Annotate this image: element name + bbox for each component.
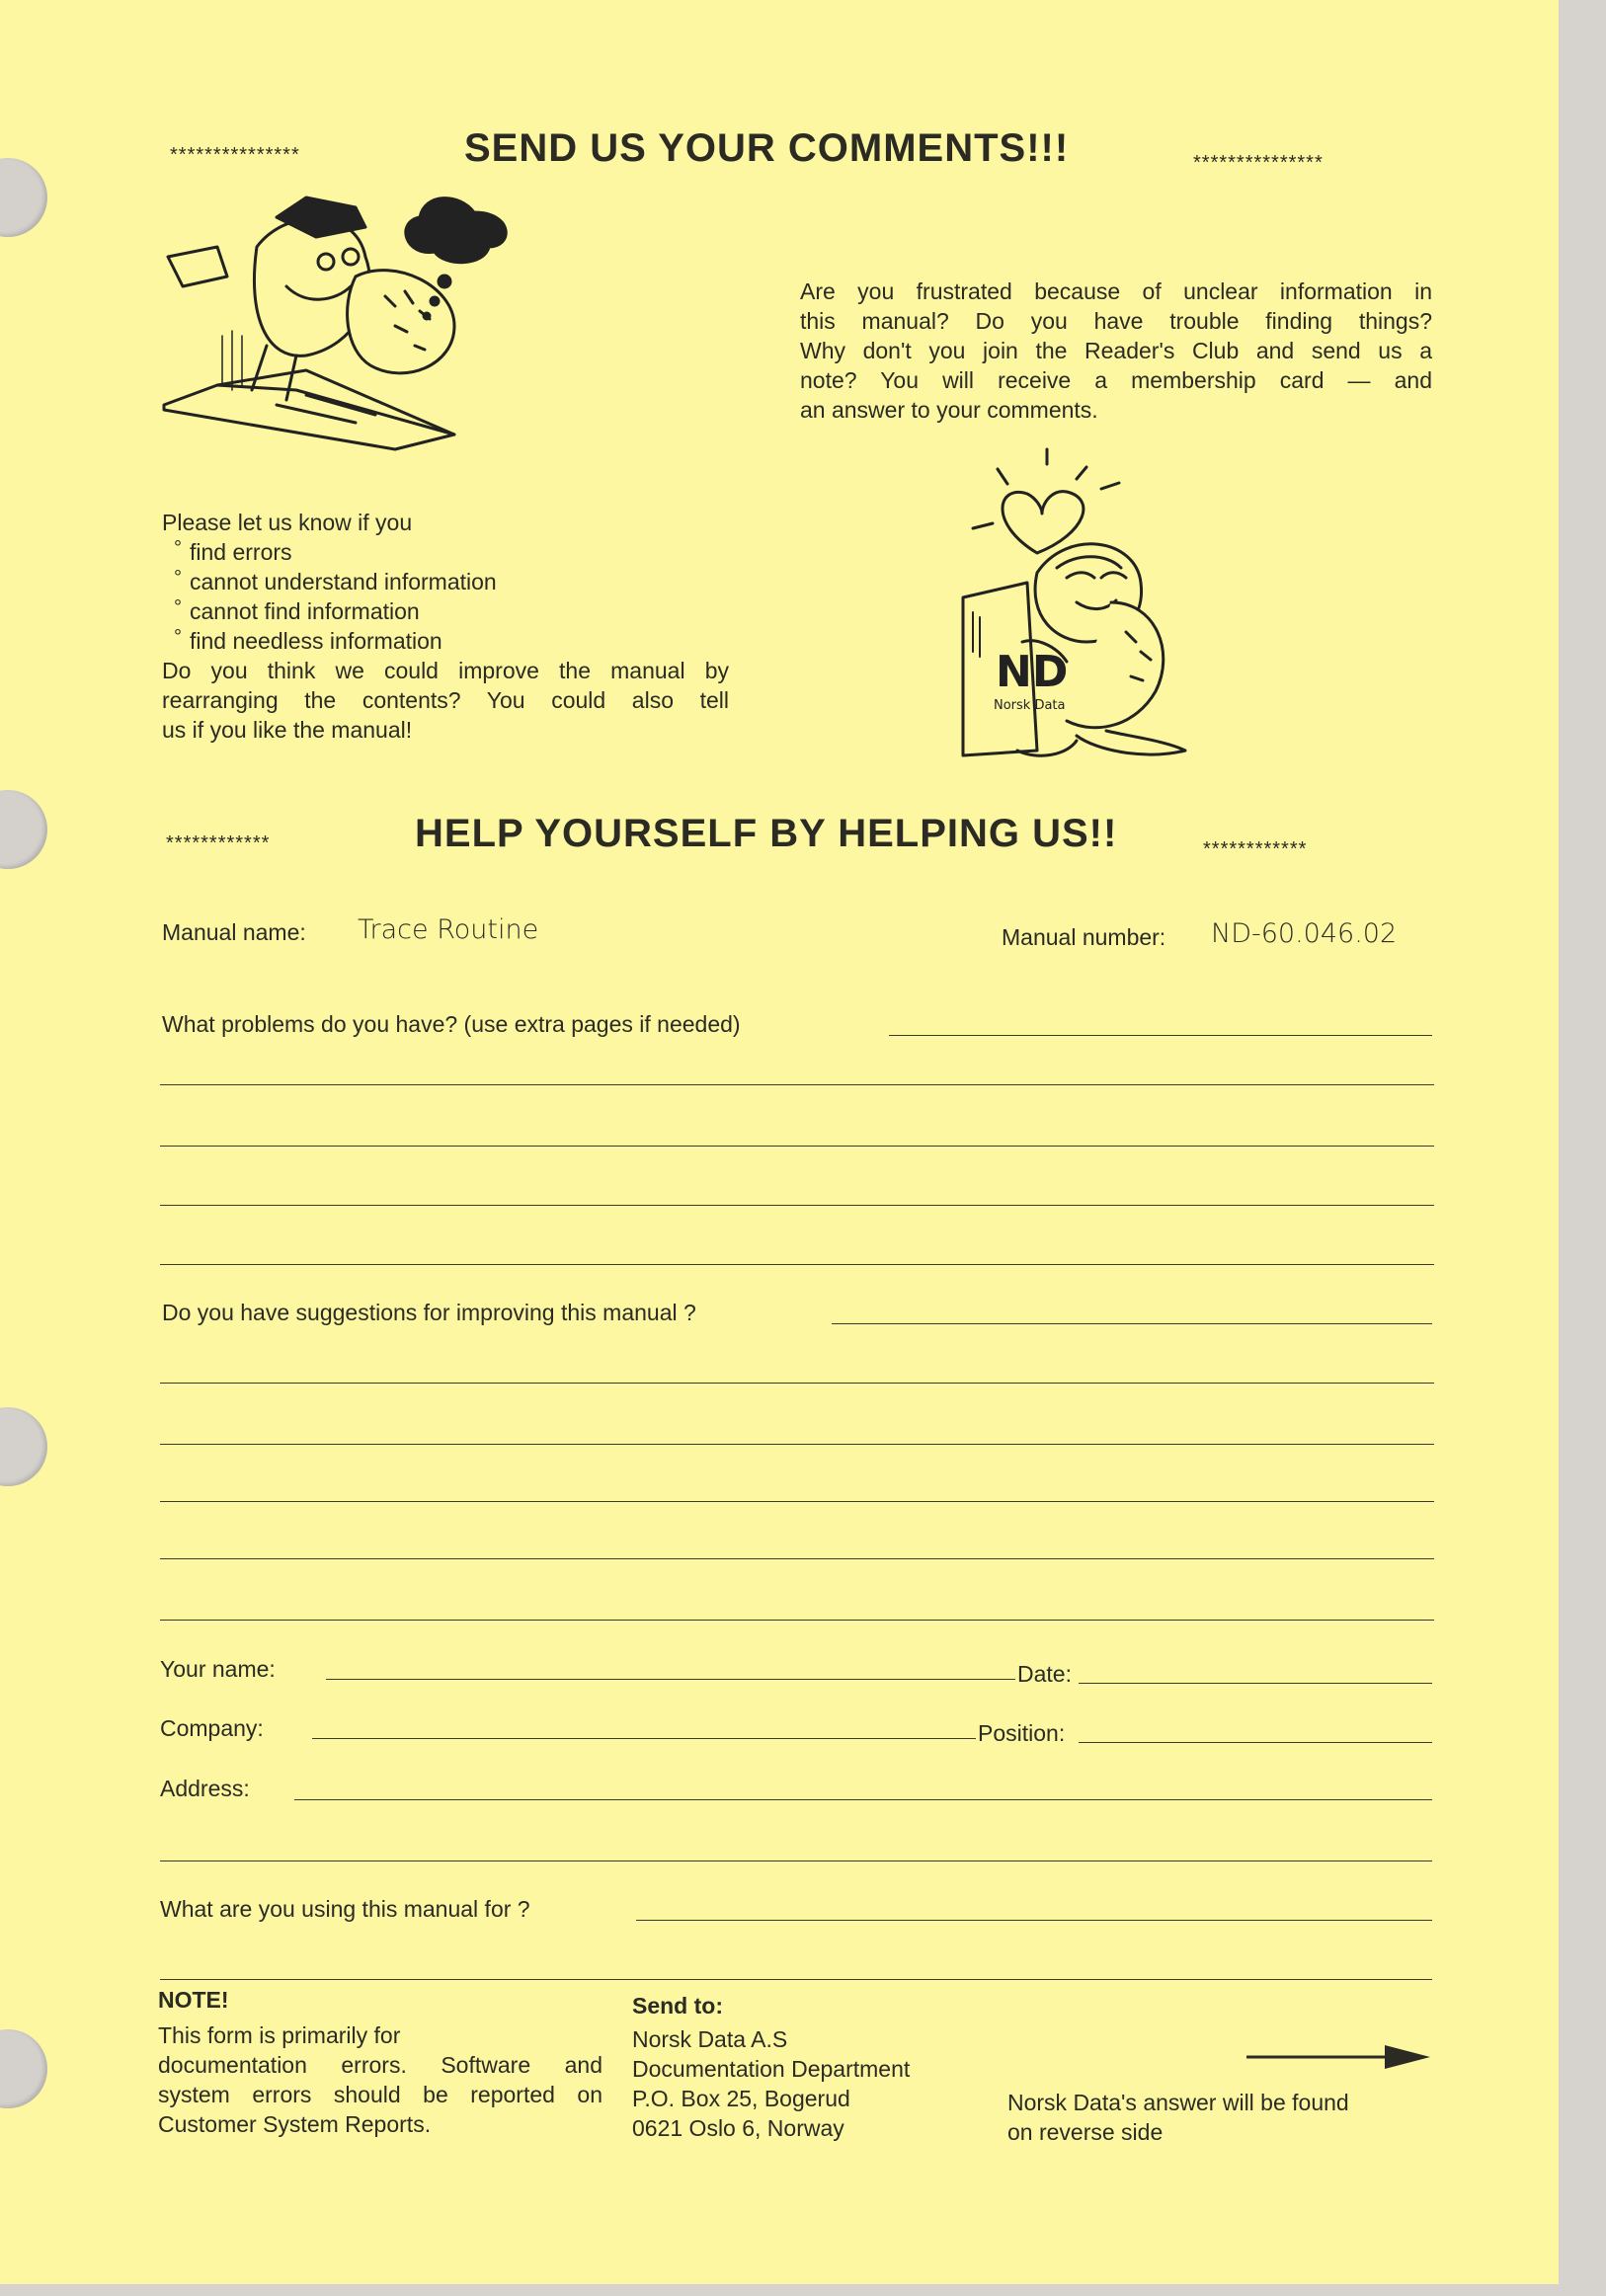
company-label: Company: [160, 1715, 264, 1741]
manual-name-label: Manual name: [162, 919, 306, 945]
problems-label: What problems do you have? (use extra pages if needed) [162, 1011, 741, 1037]
note-line: This form is primarily for [158, 2022, 401, 2048]
send-line: Norsk Data A.S [632, 2026, 788, 2052]
list-item: ° find errors [162, 537, 729, 567]
using-label: What are you using this manual for ? [160, 1896, 530, 1922]
intro-paragraph [800, 277, 1432, 425]
note-title: NOTE! [158, 1987, 229, 2013]
your-name-field[interactable] [326, 1679, 1015, 1680]
manual-name-value[interactable]: Trace Routine [358, 914, 539, 945]
intro-line: note? You will receive a membership card — and [800, 367, 1432, 393]
note-block [158, 2020, 602, 2139]
section-title: HELP YOURSELF BY HELPING US!! [415, 812, 1118, 855]
address-field[interactable] [294, 1799, 1432, 1800]
stars-left: ************ [166, 832, 271, 854]
suggestions-field[interactable] [832, 1323, 1432, 1324]
suggestions-field[interactable] [160, 1383, 1434, 1384]
suggestions-label: Do you have suggestions for improving this manual ? [162, 1300, 696, 1325]
company-field[interactable] [312, 1738, 976, 1739]
intro-line: Why don't you join the Reader's Club and send us a [800, 338, 1432, 363]
stars-left: *************** [170, 144, 300, 166]
suggestions-field[interactable] [160, 1444, 1434, 1445]
send-line: 0621 Oslo 6, Norway [632, 2115, 844, 2141]
suggestions-field[interactable] [160, 1558, 1434, 1559]
position-field[interactable] [1079, 1742, 1432, 1743]
answer-block [1007, 2088, 1452, 2147]
binder-hole [0, 158, 47, 237]
answer-line: on reverse side [1007, 2119, 1164, 2145]
manual-number-value[interactable]: ND-60.046.02 [1211, 918, 1398, 949]
send-line: P.O. Box 25, Bogerud [632, 2086, 850, 2111]
note-line: system errors should be reported on [158, 2082, 602, 2107]
suggestions-field[interactable] [160, 1620, 1434, 1621]
list-item: ° find needless information [162, 626, 729, 656]
using-field[interactable] [636, 1920, 1432, 1921]
logo-name: Norsk Data [994, 698, 1066, 713]
problems-field[interactable] [160, 1146, 1434, 1147]
please-closing-line: rearranging the contents? You could also tell [162, 687, 729, 713]
arrow-right-icon [1246, 2042, 1430, 2072]
suggestions-field[interactable] [160, 1501, 1434, 1502]
binder-hole [0, 1407, 47, 1486]
please-list [162, 537, 729, 656]
intro-line: Are you frustrated because of unclear information in [800, 278, 1432, 304]
happy-reader-illustration [928, 454, 1225, 780]
date-field[interactable] [1079, 1683, 1432, 1684]
problems-field[interactable] [160, 1264, 1434, 1265]
your-name-label: Your name: [160, 1656, 276, 1682]
frustrated-reader-illustration [158, 188, 514, 454]
send-line: Documentation Department [632, 2056, 911, 2082]
position-label: Position: [978, 1720, 1066, 1746]
address-label: Address: [160, 1776, 250, 1801]
stars-right: ************ [1203, 838, 1308, 860]
send-title: Send to: [632, 1993, 723, 2019]
manual-number-label: Manual number: [1002, 924, 1166, 950]
using-field[interactable] [160, 1979, 1432, 1980]
date-label: Date: [1017, 1661, 1072, 1687]
please-lead: Please let us know if you [162, 510, 413, 535]
answer-line: Norsk Data's answer will be found [1007, 2090, 1349, 2115]
please-list-block [162, 508, 729, 745]
problems-field[interactable] [889, 1035, 1432, 1036]
logo-letters: ND [996, 647, 1069, 697]
please-closing-line: Do you think we could improve the manual by [162, 658, 729, 683]
note-line: Customer System Reports. [158, 2111, 432, 2137]
list-item: ° cannot find information [162, 596, 729, 626]
problems-field[interactable] [160, 1084, 1434, 1085]
list-item: ° cannot understand information [162, 567, 729, 596]
intro-line: this manual? Do you have trouble finding things? [800, 308, 1432, 334]
stars-right: *************** [1193, 152, 1324, 174]
send-address-block [632, 2024, 978, 2143]
intro-line: an answer to your comments. [800, 397, 1098, 423]
binder-hole [0, 790, 47, 869]
binder-hole [0, 2029, 47, 2108]
note-line: documentation errors. Software and [158, 2052, 602, 2078]
please-closing-line: us if you like the manual! [162, 717, 413, 743]
page-title: SEND US YOUR COMMENTS!!! [464, 126, 1070, 170]
problems-field[interactable] [160, 1205, 1434, 1206]
